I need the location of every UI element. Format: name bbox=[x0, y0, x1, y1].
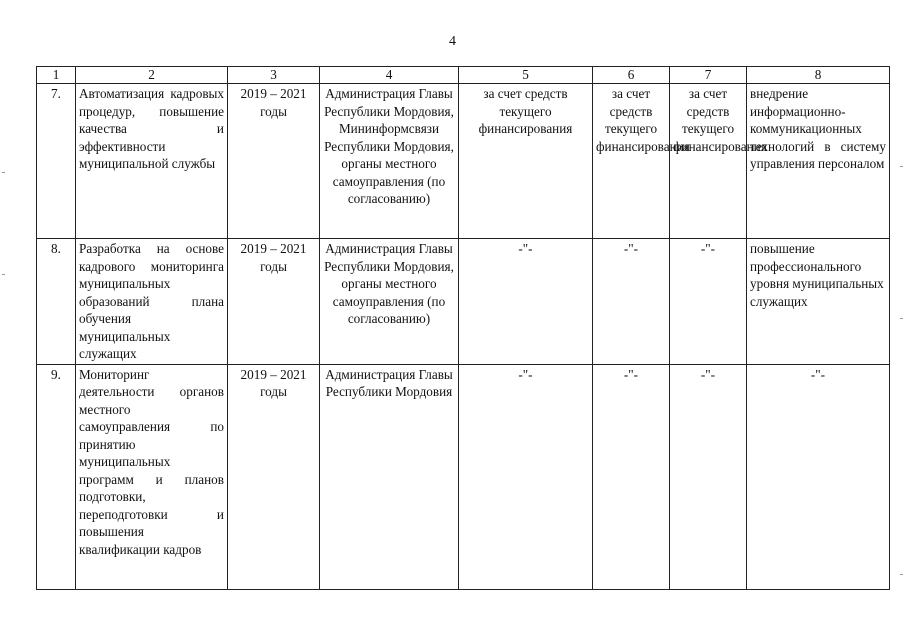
result-cell: -"- bbox=[747, 364, 890, 589]
row-number: 8. bbox=[37, 239, 76, 365]
header-cell: 8 bbox=[747, 67, 890, 84]
funding-cell-col6: за счет средств текущего финансирования bbox=[593, 84, 670, 239]
scan-mark bbox=[2, 274, 5, 275]
table-row bbox=[37, 239, 890, 365]
table-row bbox=[37, 84, 890, 239]
plan-table bbox=[36, 66, 890, 590]
header-cell: 1 bbox=[37, 67, 76, 84]
executors-cell: Администрация Главы Республики Мордовия, Мининформсвязи Республики Мордовия, органы местного самоуправления (по согласованию) bbox=[320, 84, 459, 239]
period-cell: 2019 – 2021 годы bbox=[228, 84, 320, 239]
measure-cell: Мониторинг деятельности органов местного самоуправления по принятию муниципальных программ и планов подготовки, переподготовки и повышения квалификации кадров bbox=[76, 364, 228, 589]
table-row bbox=[37, 364, 890, 589]
measure-cell: Автоматизация кадровых процедур, повышение качества и эффективности муниципальной службы bbox=[76, 84, 228, 239]
header-cell: 2 bbox=[76, 67, 228, 84]
funding-cell-col7: -"- bbox=[670, 364, 747, 589]
period-cell: 2019 – 2021 годы bbox=[228, 239, 320, 365]
page-number: 4 bbox=[449, 34, 456, 49]
funding-cell-col6: -"- bbox=[593, 239, 670, 365]
funding-source-cell: -"- bbox=[459, 239, 593, 365]
funding-cell-col7: -"- bbox=[670, 239, 747, 365]
scan-mark bbox=[900, 166, 903, 167]
header-cell: 5 bbox=[459, 67, 593, 84]
executors-cell: Администрация Главы Республики Мордовия, органы местного самоуправления (по согласованию) bbox=[320, 239, 459, 365]
period-cell: 2019 – 2021 годы bbox=[228, 364, 320, 589]
scan-mark bbox=[900, 574, 903, 575]
funding-source-cell: за счет средств текущего финансирования bbox=[459, 84, 593, 239]
header-cell: 4 bbox=[320, 67, 459, 84]
result-cell: внедрение информационно-коммуникационных технологий в систему управления персоналом bbox=[747, 84, 890, 239]
scan-mark bbox=[2, 172, 5, 173]
funding-cell-col7: за счет средств текущего финансирования bbox=[670, 84, 747, 239]
row-number: 7. bbox=[37, 84, 76, 239]
funding-cell-col6: -"- bbox=[593, 364, 670, 589]
executors-cell: Администрация Главы Республики Мордовия bbox=[320, 364, 459, 589]
measure-cell: Разработка на основе кадрового мониторинга муниципальных образований плана обучения муниципальных служащих bbox=[76, 239, 228, 365]
result-cell: повышение профессионального уровня муниципальных служащих bbox=[747, 239, 890, 365]
scan-mark bbox=[900, 318, 903, 319]
header-cell: 3 bbox=[228, 67, 320, 84]
header-cell: 7 bbox=[670, 67, 747, 84]
funding-source-cell: -"- bbox=[459, 364, 593, 589]
header-cell: 6 bbox=[593, 67, 670, 84]
row-number: 9. bbox=[37, 364, 76, 589]
header-row bbox=[37, 67, 890, 84]
